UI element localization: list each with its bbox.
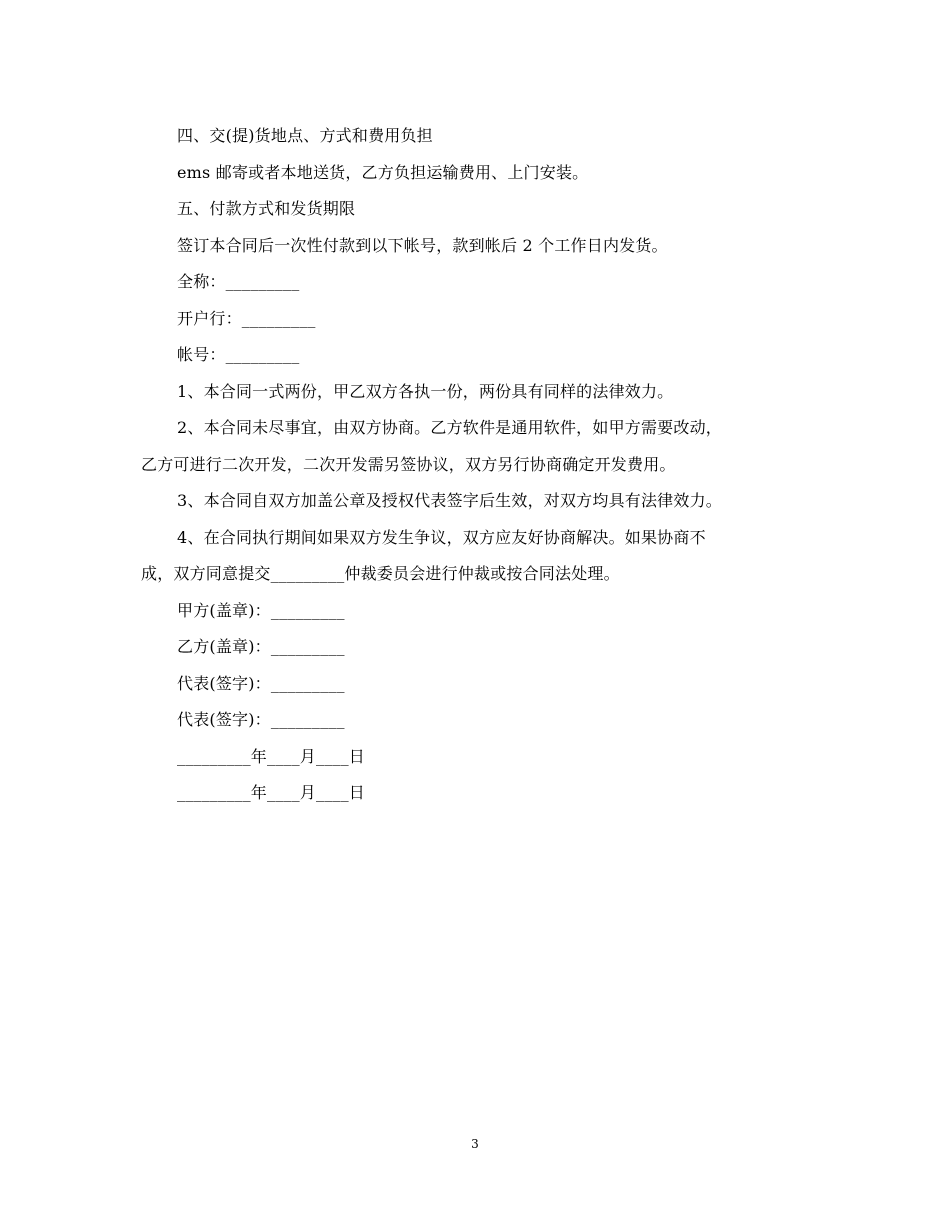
account-number-field: 帐号：_________ xyxy=(177,345,300,364)
page-number: 3 xyxy=(471,1137,479,1151)
account-name-field: 全称：_________ xyxy=(177,272,300,291)
section-heading-payment: 五、付款方式和发货期限 xyxy=(177,199,356,218)
clause-4-line-2: 成，双方同意提交_________仲裁委员会进行仲裁或按合同法处理。 xyxy=(141,564,620,583)
clause-2-line-1: 2、本合同未尽事宜，由双方协商。乙方软件是通用软件，如甲方需要改动， xyxy=(177,418,722,437)
clause-4-line-1: 4、在合同执行期间如果双方发生争议，双方应友好协商解决。如果协商不 xyxy=(177,527,706,547)
section-heading-delivery: 四、交(提)货地点、方式和费用负担 xyxy=(177,126,433,145)
paragraph-payment-terms: 签订本合同后一次性付款到以下帐号，款到帐后 2 个工作日内发货。 xyxy=(177,235,668,255)
document-body xyxy=(141,118,811,812)
representative-signature-field: 代表(签字)：_________ xyxy=(177,673,345,693)
paragraph-delivery-method: ems 邮寄或者本地送货，乙方负担运输费用、上门安装。 xyxy=(177,162,589,182)
date-field: _________年____月____日 xyxy=(177,783,366,802)
clause-1: 1、本合同一式两份，甲乙双方各执一份，两份具有同样的法律效力。 xyxy=(177,381,674,401)
party-a-seal-field: 甲方(盖章)：_________ xyxy=(177,600,345,620)
date-field: _________年____月____日 xyxy=(177,746,366,766)
party-b-seal-field: 乙方(盖章)：_________ xyxy=(177,637,345,656)
bank-field: 开户行：_________ xyxy=(177,308,316,328)
clause-2-line-2: 乙方可进行二次开发，二次开发需另签协议，双方另行协商确定开发费用。 xyxy=(141,454,676,474)
representative-signature-field: 代表(签字)：_________ xyxy=(177,710,345,729)
clause-3: 3、本合同自双方加盖公章及授权代表签字后生效，对双方均具有法律效力。 xyxy=(177,491,722,510)
